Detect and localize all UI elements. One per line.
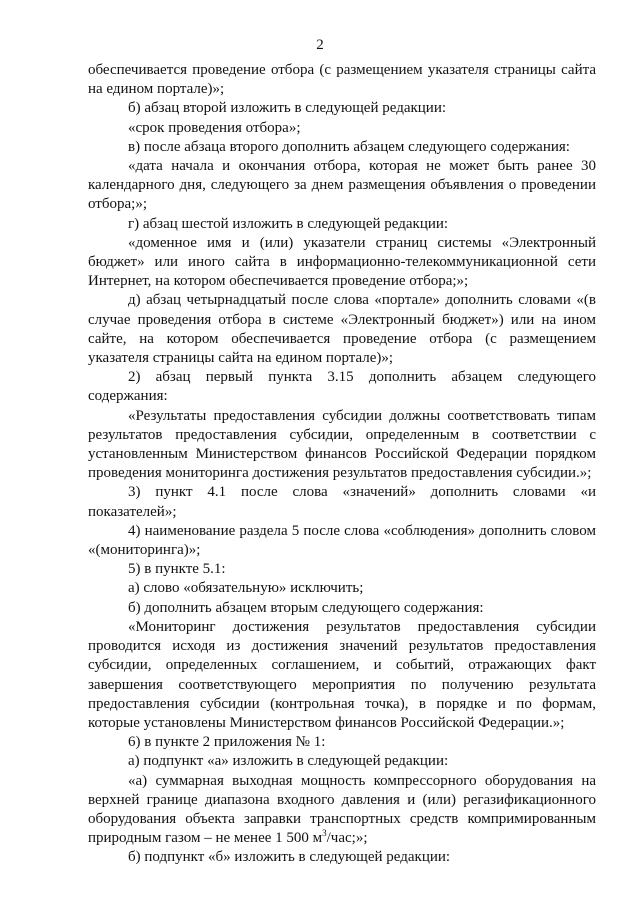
paragraph-9: 2) абзац первый пункта 3.15 дополнить абзацем следующего содержания: — [88, 369, 596, 405]
paragraph-1: обеспечивается проведение отбора (с размещением указателя страницы сайта на едином портале)»; — [88, 62, 596, 98]
paragraph-12: 4) наименование раздела 5 после слова «соблюдения» дополнить словом «(мониторинга)»; — [88, 522, 596, 559]
paragraph-19 — [88, 772, 596, 849]
paragraph-15: б) дополнить абзацем вторым следующего содержания: — [128, 599, 484, 616]
page-number: 2 — [316, 37, 324, 53]
paragraph-3: «срок проведения отбора»; — [128, 119, 301, 136]
superscript-cubic: 3 — [322, 828, 327, 839]
paragraph-14: а) слово «обязательную» исключить; — [128, 580, 364, 597]
paragraph-8: д) абзац четырнадцатый после слова «портале» дополнить словами «(в случае проведения отбора в системе «Электронный бюджет») или на ином сайте, на котором обеспечивается проведение отбора (с размещением указателя страницы сайта на едином портале)»; — [88, 292, 596, 367]
paragraph-2: б) абзац второй изложить в следующей редакции: — [128, 100, 447, 117]
paragraph-16: «Мониторинг достижения результатов предоставления субсидии проводится исходя из достижения значений результатов предоставления субсидии, определенных соглашением, и событий, отражающих факт завершения соответствующего мероприятия по получению результата предоставления субсидии (контрольная точка), в порядке и по формам, которые установлены Министерством финансов Российской Федерации.»; — [88, 618, 596, 731]
paragraph-20: б) подпункт «б» изложить в следующей редакции: — [128, 849, 451, 866]
paragraph-6: г) абзац шестой изложить в следующей редакции: — [128, 215, 449, 232]
paragraph-5: «дата начала и окончания отбора, которая не может быть ранее 30 календарного дня, следующего за днем размещения объявления о проведении отбора;»; — [88, 158, 596, 213]
paragraph-13: 5) в пункте 5.1: — [128, 561, 226, 578]
paragraph-19-text: «а) суммарная выходная мощность компрессорного оборудования на верхней границе диапазона входного давления и (или) регазификационного оборудования объекта заправки транспортных средств компримированным природным газом – не менее 1 500 м — [88, 772, 596, 847]
document-body — [88, 61, 596, 868]
paragraph-7: «доменное имя и (или) указатели страниц системы «Электронный бюджет» или иного сайта в информационно-телекоммуникационной сети Интернет, на котором обеспечивается проведение отбора;»; — [88, 234, 596, 290]
paragraph-10: «Результаты предоставления субсидии должны соответствовать типам результатов предоставления субсидии, определенным в соответствии с установленным Министерством финансов Российской Федерации порядком проведения мониторинга достижения результатов предоставления субсидии.»; — [88, 407, 596, 482]
paragraph-18: а) подпункт «а» изложить в следующей редакции: — [128, 753, 449, 770]
paragraph-19-tail: /час;»; — [326, 830, 368, 847]
paragraph-17: 6) в пункте 2 приложения № 1: — [128, 734, 326, 751]
paragraph-11: 3) пункт 4.1 после слова «значений» дополнить словами «и показателей»; — [88, 484, 596, 520]
paragraph-4: в) после абзаца второго дополнить абзацем следующего содержания: — [128, 138, 570, 155]
